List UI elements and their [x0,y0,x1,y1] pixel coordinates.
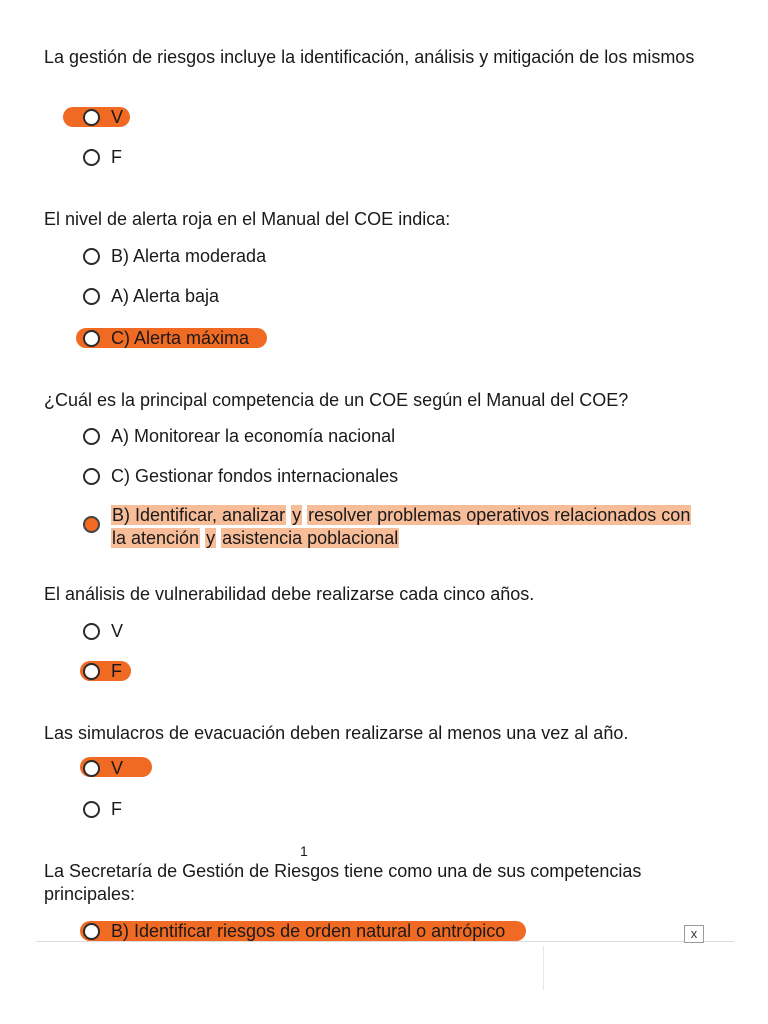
option-q1-v[interactable] [83,106,123,129]
question-3-text: ¿Cuál es la principal competencia de un COE según el Manual del COE? [44,390,629,410]
highlight-fragment: la atención [112,528,200,548]
option-q2-a[interactable] [83,285,219,308]
question-4-text: El análisis de vulnerabilidad debe realizarse cada cinco años. [44,584,535,604]
highlight-fragment: B) Identificar, analizar [112,505,286,525]
option-q2-b[interactable] [83,245,266,268]
option-q5-f[interactable] [83,798,122,821]
option-label: B) Alerta moderada [111,246,267,266]
option-label: F [111,799,122,819]
option-label [111,504,731,550]
radio-icon[interactable] [83,468,100,485]
option-q3-c[interactable] [83,465,398,488]
option-q5-v[interactable] [83,757,123,780]
highlight-fragment: y [206,528,216,548]
highlight-fragment: y [292,505,302,525]
radio-icon[interactable] [83,428,100,445]
close-button[interactable]: x [684,925,704,943]
page-number: 1 [300,843,308,859]
highlighted-text: B) Identificar riesgos de orden natural o antrópic [111,921,496,941]
radio-icon[interactable] [83,663,100,680]
radio-icon[interactable] [83,623,100,640]
option-label: V [111,758,124,778]
vertical-divider [543,946,544,990]
radio-icon[interactable] [83,801,100,818]
option-label: C) Alerta máxima [111,328,250,348]
highlight-fragment: asistencia poblacional [222,528,399,548]
radio-icon[interactable] [83,923,100,940]
radio-icon[interactable] [83,330,100,347]
option-label: V [111,107,124,127]
radio-icon[interactable] [83,516,100,533]
bottom-divider [36,941,734,942]
option-q4-f[interactable] [83,660,122,683]
option-label: A) Monitorear la economía nacional [111,426,396,446]
unhighlighted-text: o [495,921,506,941]
option-q1-f[interactable] [83,146,122,169]
option-label: V [111,621,124,641]
option-label: F [111,147,122,167]
option-label: A) Alerta baja [111,286,220,306]
question-1-text: La gestión de riesgos incluye la identificación, análisis y mitigación de los mismos [44,47,695,67]
highlight-fragment: resolver problemas operativos relacionados con [308,505,691,525]
option-q3-b[interactable] [83,504,731,550]
option-q4-v[interactable] [83,620,123,643]
question-6-text: La Secretaría de Gestión de Riesgos tiene como una de sus competencias principales: [44,861,642,904]
radio-icon[interactable] [83,288,100,305]
radio-icon[interactable] [83,248,100,265]
option-q6-b[interactable] [83,920,505,943]
radio-icon[interactable] [83,109,100,126]
option-label: C) Gestionar fondos internacionales [111,466,399,486]
radio-icon[interactable] [83,760,100,777]
question-2-text: El nivel de alerta roja en el Manual del COE indica: [44,209,451,229]
option-q3-a[interactable] [83,425,395,448]
option-label [111,920,505,943]
option-label: F [111,661,122,681]
option-q2-c[interactable] [83,327,249,350]
question-5-text: Las simulacros de evacuación deben realizarse al menos una vez al año. [44,723,629,743]
radio-icon[interactable] [83,149,100,166]
